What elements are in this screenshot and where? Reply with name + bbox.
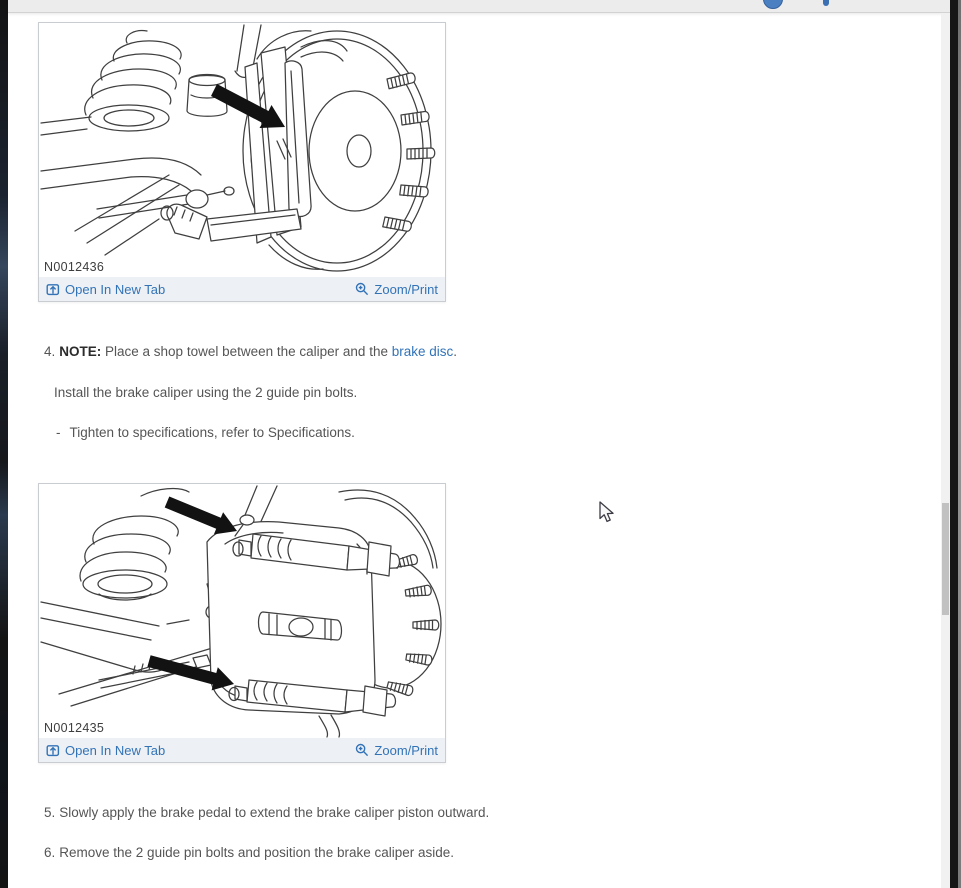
bullet-dash: - bbox=[56, 425, 61, 440]
zoom-print-link[interactable] bbox=[355, 282, 438, 297]
figure-toolbar bbox=[39, 277, 445, 301]
mouse-cursor bbox=[599, 501, 616, 525]
note-label: NOTE: bbox=[59, 344, 102, 359]
open-in-new-tab-icon bbox=[46, 743, 60, 757]
open-in-new-tab-label: Open In New Tab bbox=[65, 281, 166, 297]
scrollbar-thumb[interactable] bbox=[942, 503, 949, 615]
figure-code: N0012436 bbox=[44, 260, 105, 274]
step-6-number: 6. bbox=[44, 845, 56, 860]
step-5-number: 5. bbox=[44, 805, 56, 820]
tighten-instruction bbox=[56, 425, 355, 440]
figure-card-n0012436 bbox=[38, 22, 446, 302]
zoom-print-label: Zoom/Print bbox=[374, 281, 438, 297]
zoom-print-link[interactable] bbox=[355, 743, 438, 758]
step-4-text: Place a shop towel between the caliper and the bbox=[101, 344, 392, 359]
figure-toolbar bbox=[39, 738, 445, 762]
partial-pin-icon[interactable] bbox=[823, 0, 829, 6]
window-right-edge bbox=[950, 0, 958, 888]
figure-card-n0012435 bbox=[38, 483, 446, 763]
zoom-plus-icon bbox=[355, 743, 369, 757]
open-in-new-tab-label: Open In New Tab bbox=[65, 742, 166, 758]
brake-pad-install-diagram bbox=[39, 23, 445, 277]
step-5 bbox=[44, 805, 489, 820]
zoom-plus-icon bbox=[355, 282, 369, 296]
figure-code: N0012435 bbox=[44, 721, 105, 735]
tighten-text: Tighten to specifications, refer to Specifications. bbox=[69, 425, 355, 440]
window-left-edge bbox=[0, 0, 8, 888]
step-6-text: Remove the 2 guide pin bolts and position the brake caliper aside. bbox=[59, 845, 455, 860]
step-4-period: . bbox=[453, 344, 458, 359]
step-5-text: Slowly apply the brake pedal to extend the brake caliper piston outward. bbox=[59, 805, 490, 820]
open-in-new-tab-link[interactable] bbox=[46, 743, 165, 758]
install-instruction: Install the brake caliper using the 2 guide pin bolts. bbox=[54, 385, 358, 400]
top-toolbar bbox=[8, 0, 950, 13]
step-4 bbox=[44, 344, 457, 359]
zoom-print-label: Zoom/Print bbox=[374, 742, 438, 758]
brake-disc-link[interactable]: brake disc bbox=[391, 344, 454, 359]
open-in-new-tab-link[interactable] bbox=[46, 282, 165, 297]
step-4-number: 4. bbox=[44, 344, 56, 359]
open-in-new-tab-icon bbox=[46, 282, 60, 296]
vertical-scrollbar[interactable] bbox=[941, 13, 950, 888]
brake-caliper-guide-pin-diagram bbox=[39, 484, 445, 738]
partial-circle-icon[interactable] bbox=[763, 0, 783, 9]
step-6 bbox=[44, 845, 454, 860]
